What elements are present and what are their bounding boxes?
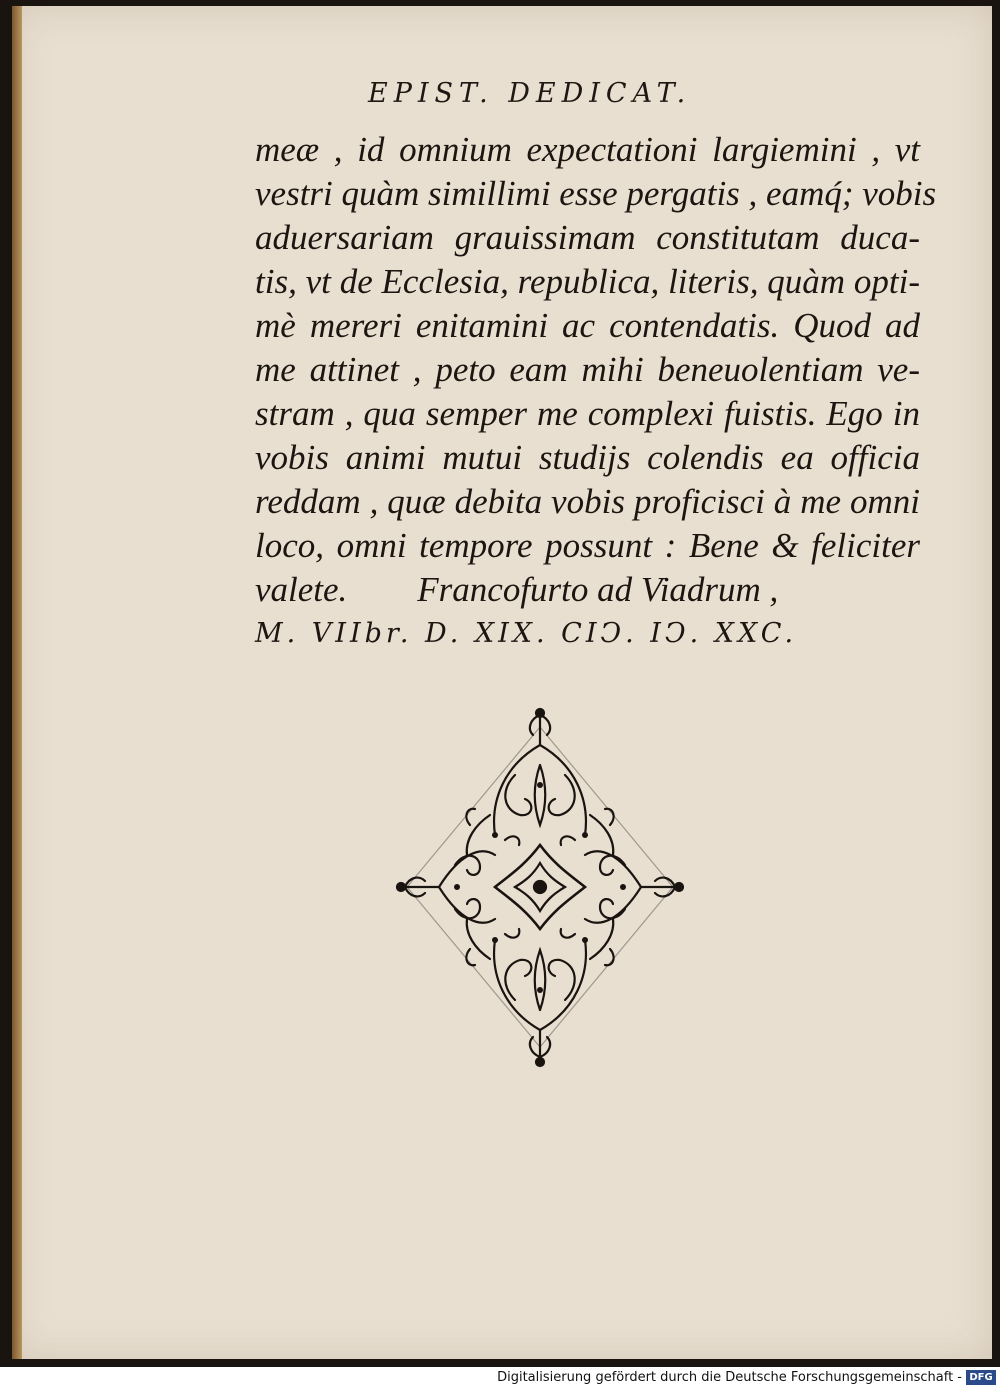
diamond-ornament bbox=[395, 705, 685, 1070]
text-line: mè mereri enitamini ac contendatis. Quod ad bbox=[255, 306, 920, 345]
text-line: meæ , id omnium expectationi largiemini , vt bbox=[255, 130, 920, 169]
text-line: aduersariam grauissimam constitutam duca- bbox=[255, 218, 920, 257]
dfg-logo: DFG bbox=[966, 1370, 996, 1385]
body-text bbox=[255, 128, 937, 612]
text-line: reddam , quæ debita vobis proficisci à me omni bbox=[255, 482, 920, 521]
text-line: vestri quàm simillimi esse pergatis , eamq́; vobis bbox=[255, 174, 937, 213]
text-line: tis, vt de Ecclesia, republica, literis, quàm opti- bbox=[255, 262, 920, 301]
running-head: EPIST. DEDICAT. bbox=[368, 78, 692, 109]
page-edge bbox=[12, 6, 22, 1359]
text-line: valete. Francofurto ad Viadrum , bbox=[255, 570, 779, 609]
text-line: vobis animi mutui studijs colendis ea officia bbox=[255, 438, 920, 477]
footer-bar bbox=[0, 1367, 1000, 1389]
date-line: M. VIIbr. D. XIX. CIↃ. IↃ. XXC. bbox=[255, 618, 798, 649]
funding-credit: Digitalisierung gefördert durch die Deutsche Forschungsgemeinschaft - bbox=[497, 1370, 962, 1385]
text-line: stram , qua semper me complexi fuistis. Ego in bbox=[255, 394, 920, 433]
text-line: me attinet , peto eam mihi beneuolentiam ve- bbox=[255, 350, 920, 389]
text-line: loco, omni tempore possunt : Bene & feliciter bbox=[255, 526, 920, 565]
